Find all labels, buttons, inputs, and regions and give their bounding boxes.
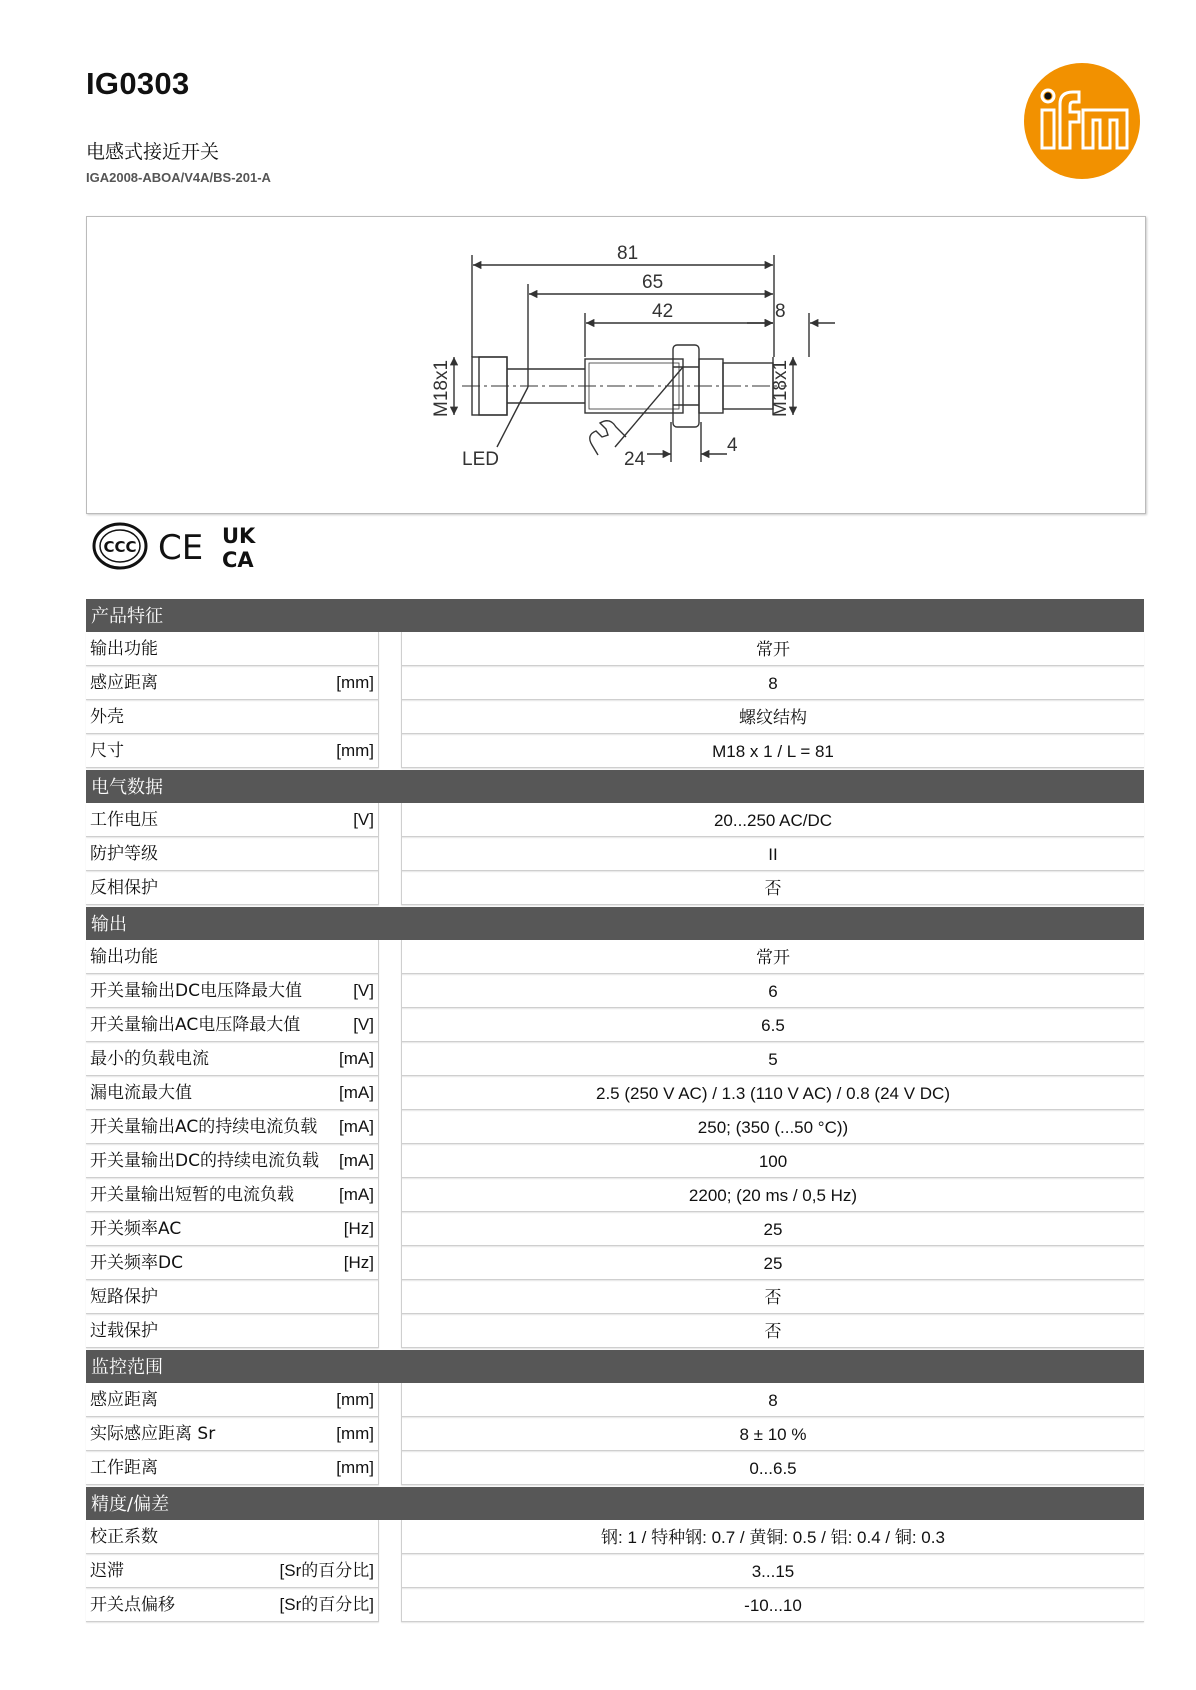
spec-unit: [mm] <box>336 673 374 692</box>
spec-row <box>86 1314 1144 1348</box>
spec-row <box>86 837 1144 871</box>
spec-unit: [Hz] <box>343 1219 374 1238</box>
spec-row <box>86 666 1144 700</box>
thread-label-left: M18x1 <box>431 359 452 417</box>
spec-label: 开关量输出DC的持续电流负载 <box>90 1151 319 1171</box>
spec-section <box>86 770 1144 905</box>
spec-label-cell <box>86 1144 379 1178</box>
spec-label: 感应距离 <box>90 673 158 693</box>
spec-value: 3...15 <box>401 1554 1144 1588</box>
spec-label-cell <box>86 1042 379 1076</box>
spec-unit: [mA] <box>339 1083 374 1102</box>
spec-row <box>86 1042 1144 1076</box>
spec-label: 开关频率DC <box>90 1253 183 1273</box>
spec-label-cell <box>86 1076 379 1110</box>
spec-label: 开关量输出AC电压降最大值 <box>90 1015 301 1035</box>
spec-label-cell <box>86 1212 379 1246</box>
spec-label-cell <box>86 1417 379 1451</box>
spec-value: 25 <box>401 1246 1144 1280</box>
spec-label-cell <box>86 1314 379 1348</box>
spec-unit: [mA] <box>339 1185 374 1204</box>
spec-label-cell <box>86 1520 379 1554</box>
spec-label-cell <box>86 1280 379 1314</box>
spec-label-cell <box>86 803 379 837</box>
ccc-mark-icon <box>94 524 146 568</box>
spec-label: 实际感应距离 Sr <box>90 1424 216 1444</box>
spec-unit: [V] <box>353 981 374 1000</box>
spec-label: 感应距离 <box>90 1390 158 1410</box>
section-header: 电气数据 <box>86 770 1144 803</box>
spec-label: 迟滞 <box>90 1561 124 1581</box>
thread-label-right: M18x1 <box>770 359 791 417</box>
spec-unit: [Sr的百分比] <box>279 1561 374 1580</box>
product-subtitle: 电感式接近开关 <box>86 141 220 163</box>
certification-marks <box>92 520 272 572</box>
spec-value: 8 <box>401 666 1144 700</box>
spec-row <box>86 1520 1144 1554</box>
spec-value: 8 ± 10 % <box>401 1417 1144 1451</box>
spec-unit: [mA] <box>339 1151 374 1170</box>
wrench-size-label: 24 <box>624 449 646 470</box>
spec-unit: [mm] <box>336 1424 374 1443</box>
spec-value: 钢: 1 / 特种钢: 0.7 / 黄铜: 0.5 / 铝: 0.4 / 铜: 0.3 <box>401 1520 1144 1554</box>
spec-row <box>86 1383 1144 1417</box>
spec-label: 工作电压 <box>90 810 158 830</box>
product-title: IG0303 <box>86 66 190 101</box>
spec-row <box>86 700 1144 734</box>
spec-label: 防护等级 <box>90 844 158 864</box>
spec-row <box>86 1178 1144 1212</box>
spec-unit: [mA] <box>339 1117 374 1136</box>
spec-label: 开关量输出AC的持续电流负载 <box>90 1117 318 1137</box>
spec-label: 开关频率AC <box>90 1219 182 1239</box>
spec-unit: [mm] <box>336 741 374 760</box>
spec-label: 开关点偏移 <box>90 1595 175 1615</box>
spec-value: 否 <box>401 1280 1144 1314</box>
spec-label: 工作距离 <box>90 1458 158 1478</box>
spec-value: 2.5 (250 V AC) / 1.3 (110 V AC) / 0.8 (24 V DC) <box>401 1076 1144 1110</box>
spec-value: 否 <box>401 871 1144 905</box>
spec-value: 常开 <box>401 940 1144 974</box>
spec-label: 最小的负载电流 <box>90 1049 209 1069</box>
spec-label: 短路保护 <box>90 1287 158 1307</box>
spec-value: -10...10 <box>401 1588 1144 1622</box>
section-header: 精度/偏差 <box>86 1487 1144 1520</box>
spec-row <box>86 1076 1144 1110</box>
spec-label-cell <box>86 940 379 974</box>
spec-label-cell <box>86 1383 379 1417</box>
spec-row <box>86 734 1144 768</box>
section-header: 监控范围 <box>86 1350 1144 1383</box>
spec-value: 5 <box>401 1042 1144 1076</box>
spec-unit: [V] <box>353 810 374 829</box>
spec-unit: [Hz] <box>343 1253 374 1272</box>
spec-label-cell <box>86 1008 379 1042</box>
led-label: LED <box>462 449 499 470</box>
spec-label: 校正系数 <box>90 1527 158 1547</box>
spec-row <box>86 803 1144 837</box>
spec-label-cell <box>86 1451 379 1485</box>
svg-text:UK: UK <box>222 524 256 548</box>
spec-row <box>86 974 1144 1008</box>
spec-section <box>86 599 1144 768</box>
article-number: IGA2008-ABOA/V4A/BS-201-A <box>86 170 271 185</box>
spec-label-cell <box>86 871 379 905</box>
section-header: 输出 <box>86 907 1144 940</box>
spec-value: 20...250 AC/DC <box>401 803 1144 837</box>
dim-length-8: 8 <box>775 301 786 322</box>
ukca-mark-icon <box>222 524 256 572</box>
spec-unit: [Sr的百分比] <box>279 1595 374 1614</box>
spec-row <box>86 1588 1144 1622</box>
spec-value: 否 <box>401 1314 1144 1348</box>
spec-label: 过载保护 <box>90 1321 158 1341</box>
spec-value: 0...6.5 <box>401 1451 1144 1485</box>
spec-row <box>86 1280 1144 1314</box>
spec-label-cell <box>86 1554 379 1588</box>
spec-value: 2200; (20 ms / 0,5 Hz) <box>401 1178 1144 1212</box>
spec-row <box>86 1451 1144 1485</box>
spec-label: 输出功能 <box>90 639 158 659</box>
spec-row <box>86 940 1144 974</box>
spec-section <box>86 1487 1144 1622</box>
spec-value: 25 <box>401 1212 1144 1246</box>
nut-width-label: 4 <box>727 435 738 456</box>
spec-label: 开关量输出DC电压降最大值 <box>90 981 302 1001</box>
section-header: 产品特征 <box>86 599 1144 632</box>
dimension-drawing <box>86 216 1146 514</box>
spec-label-cell <box>86 1110 379 1144</box>
spec-label-cell <box>86 974 379 1008</box>
spec-value: 6.5 <box>401 1008 1144 1042</box>
spec-value: 螺纹结构 <box>401 700 1144 734</box>
dim-length-65: 65 <box>642 272 664 293</box>
dim-length-81: 81 <box>617 243 639 264</box>
spec-label-cell <box>86 1246 379 1280</box>
spec-label-cell <box>86 734 379 768</box>
spec-value: 250; (350 (...50 °C)) <box>401 1110 1144 1144</box>
spec-label: 漏电流最大值 <box>90 1083 192 1103</box>
spec-table <box>86 597 1144 1622</box>
svg-text:CCC: CCC <box>103 538 137 556</box>
spec-section <box>86 907 1144 1348</box>
spec-row <box>86 1246 1144 1280</box>
spec-label-cell <box>86 1178 379 1212</box>
spec-value: 8 <box>401 1383 1144 1417</box>
spec-label: 开关量输出短暂的电流负载 <box>90 1185 294 1205</box>
spec-row <box>86 1212 1144 1246</box>
spec-unit: [V] <box>353 1015 374 1034</box>
spec-row <box>86 1554 1144 1588</box>
spec-label: 尺寸 <box>90 741 124 761</box>
spec-value: 100 <box>401 1144 1144 1178</box>
spec-value: 常开 <box>401 632 1144 666</box>
spec-unit: [mm] <box>336 1458 374 1477</box>
spec-unit: [mA] <box>339 1049 374 1068</box>
svg-text:CA: CA <box>222 548 254 572</box>
spec-row <box>86 1110 1144 1144</box>
spec-section <box>86 1350 1144 1485</box>
spec-value: M18 x 1 / L = 81 <box>401 734 1144 768</box>
spec-label-cell <box>86 666 379 700</box>
spec-value: II <box>401 837 1144 871</box>
spec-row <box>86 1417 1144 1451</box>
spec-label-cell <box>86 632 379 666</box>
ce-mark-icon: CE <box>158 528 204 568</box>
spec-value: 6 <box>401 974 1144 1008</box>
dim-length-42: 42 <box>652 301 674 322</box>
spec-row <box>86 632 1144 666</box>
spec-row <box>86 1144 1144 1178</box>
spec-label: 输出功能 <box>90 947 158 967</box>
spec-unit: [mm] <box>336 1390 374 1409</box>
spec-label-cell <box>86 837 379 871</box>
spec-label-cell <box>86 700 379 734</box>
ifm-logo-icon <box>1023 62 1141 180</box>
spec-row <box>86 1008 1144 1042</box>
spec-label-cell <box>86 1588 379 1622</box>
spec-label: 外壳 <box>90 707 124 727</box>
spec-row <box>86 871 1144 905</box>
spec-label: 反相保护 <box>90 878 158 898</box>
